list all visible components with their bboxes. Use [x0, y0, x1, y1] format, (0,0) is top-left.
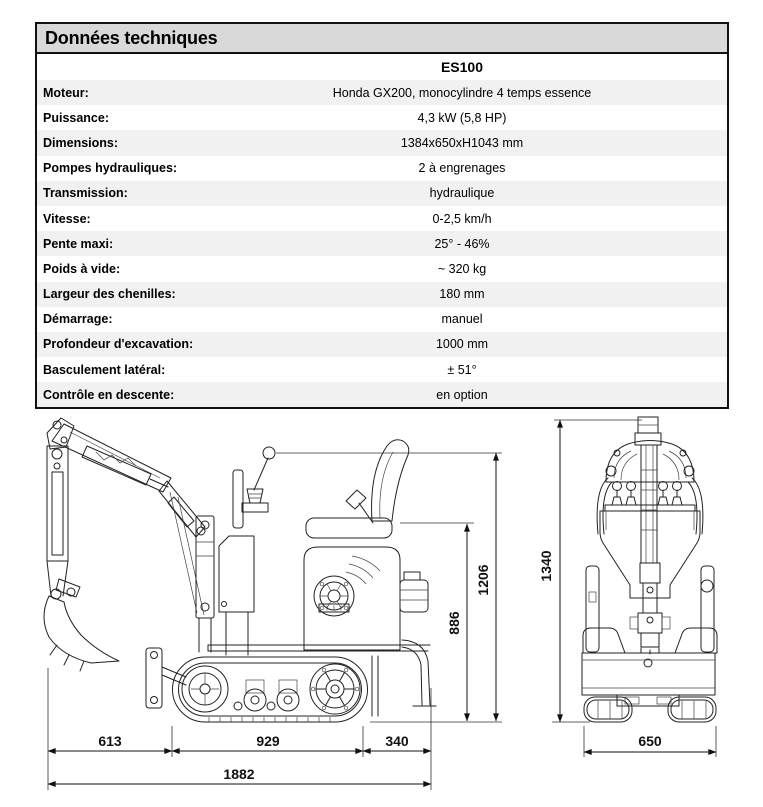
spec-label: Basculement latéral:	[43, 362, 166, 377]
spec-rows	[37, 80, 727, 407]
spec-label: Démarrage:	[43, 312, 113, 327]
spec-label: Dimensions:	[43, 135, 119, 150]
spec-label: Contrôle en descente:	[43, 387, 175, 402]
table-row	[37, 206, 727, 231]
spec-value: 1000 mm	[435, 337, 489, 352]
excavator-side-view	[44, 418, 436, 722]
spec-label: Transmission:	[43, 186, 128, 201]
table-row	[37, 382, 727, 407]
spec-label: Poids à vide:	[43, 261, 121, 276]
table-row	[37, 307, 727, 332]
spec-value: ~ 320 kg	[437, 261, 487, 276]
dim-rear-overhang: 340	[385, 733, 409, 749]
spec-value: hydraulique	[429, 186, 495, 201]
table-row	[37, 332, 727, 357]
spec-value: 25° - 46%	[434, 236, 490, 251]
technical-data-table	[35, 22, 729, 409]
dim-engine-height: 886	[446, 611, 462, 635]
spec-value: manuel	[441, 312, 483, 327]
spec-label: Profondeur d'excavation:	[43, 337, 194, 352]
spec-value: 180 mm	[439, 287, 485, 302]
table-row	[37, 130, 727, 155]
dimension-annotations	[48, 420, 716, 790]
table-row	[37, 256, 727, 281]
spec-value: 1384x650xH1043 mm	[400, 135, 524, 150]
spec-label: Moteur:	[43, 85, 89, 100]
table-row	[37, 357, 727, 382]
technical-drawing	[0, 408, 763, 807]
table-row	[37, 282, 727, 307]
table-row	[37, 181, 727, 206]
dim-front-overhang: 613	[98, 733, 122, 749]
model-name: ES100	[440, 59, 484, 75]
spec-value: 2 à engrenages	[418, 161, 506, 176]
spec-label: Pompes hydrauliques:	[43, 161, 178, 176]
table-row	[37, 105, 727, 130]
model-header-row	[37, 54, 727, 80]
table-title: Données techniques	[37, 24, 727, 54]
spec-label: Pente maxi:	[43, 236, 114, 251]
spec-value: en option	[436, 387, 488, 402]
spec-value: ± 51°	[447, 362, 477, 377]
dim-transport-height: 1340	[538, 550, 554, 582]
spec-value: 0-2,5 km/h	[432, 211, 492, 226]
table-row	[37, 231, 727, 256]
spec-value: 4,3 kW (5,8 HP)	[417, 110, 507, 125]
dim-overall-length: 1882	[223, 766, 255, 782]
table-row	[37, 156, 727, 181]
spec-value: Honda GX200, monocylindre 4 temps essence	[332, 85, 592, 100]
table-row	[37, 80, 727, 105]
dim-track-length: 929	[256, 733, 280, 749]
excavator-front-view	[582, 417, 717, 722]
dim-control-height: 1206	[475, 564, 491, 596]
spec-label: Vitesse:	[43, 211, 91, 226]
spec-label: Puissance:	[43, 110, 110, 125]
spec-label: Largeur des chenilles:	[43, 287, 176, 302]
dim-overall-width: 650	[638, 733, 662, 749]
control-levers	[612, 482, 682, 506]
